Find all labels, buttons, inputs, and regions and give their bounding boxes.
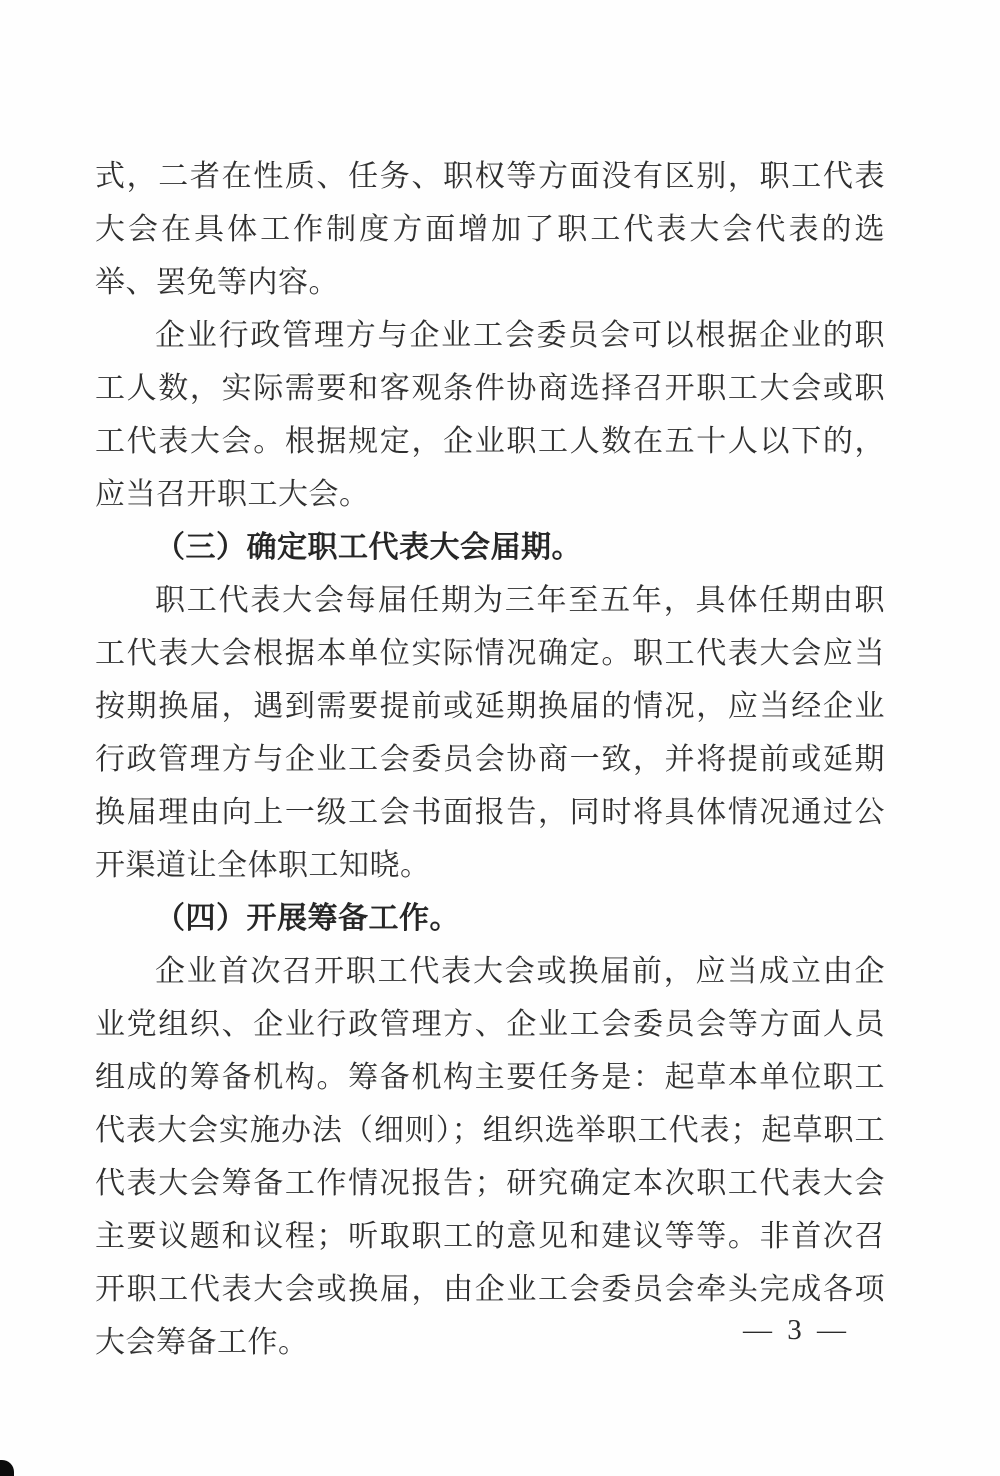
section-heading-3: （三）确定职工代表大会届期。 [155,531,582,564]
paragraph-preparation-work: 企业首次召开职工代表大会或换届前，应当成立由企业党组织、企业行政管理方、企业工会委员会等方面人员组成的筹备机构。筹备机构主要任务是：起草本单位职工代表大会实施办法（细则）；组织选举职工代表；起草职工代表大会筹备工作情况报告；研究确定本次职工代表大会主要议题和议程；听取职工的意见和建议等等。非首次召开职工代表大会或换届，由企业工会委员会牵头完成各项大会筹备工作。 [95,955,885,1359]
paragraph-meeting-choice: 企业行政管理方与企业工会委员会可以根据企业的职工人数，实际需要和客观条件协商选择召开职工大会或职工代表大会。根据规定，企业职工人数在五十人以下的，应当召开职工大会。 [95,319,885,511]
document-body [95,150,885,1369]
paragraph-term-length: 职工代表大会每届任期为三年至五年，具体任期由职工代表大会根据本单位实际情况确定。职工代表大会应当按期换届，遇到需要提前或延期换届的情况，应当经企业行政管理方与企业工会委员会协商一致，并将提前或延期换届理由向上一级工会书面报告，同时将具体情况通过公开渠道让全体职工知晓。 [95,584,885,882]
section-heading-4: （四）开展筹备工作。 [155,902,460,935]
paragraph-continuation: 式，二者在性质、任务、职权等方面没有区别，职工代表大会在具体工作制度方面增加了职工代表大会代表的选举、罢免等内容。 [95,160,885,299]
scan-artifact-corner [0,1460,14,1476]
page-number: — 3 — [743,1314,850,1346]
